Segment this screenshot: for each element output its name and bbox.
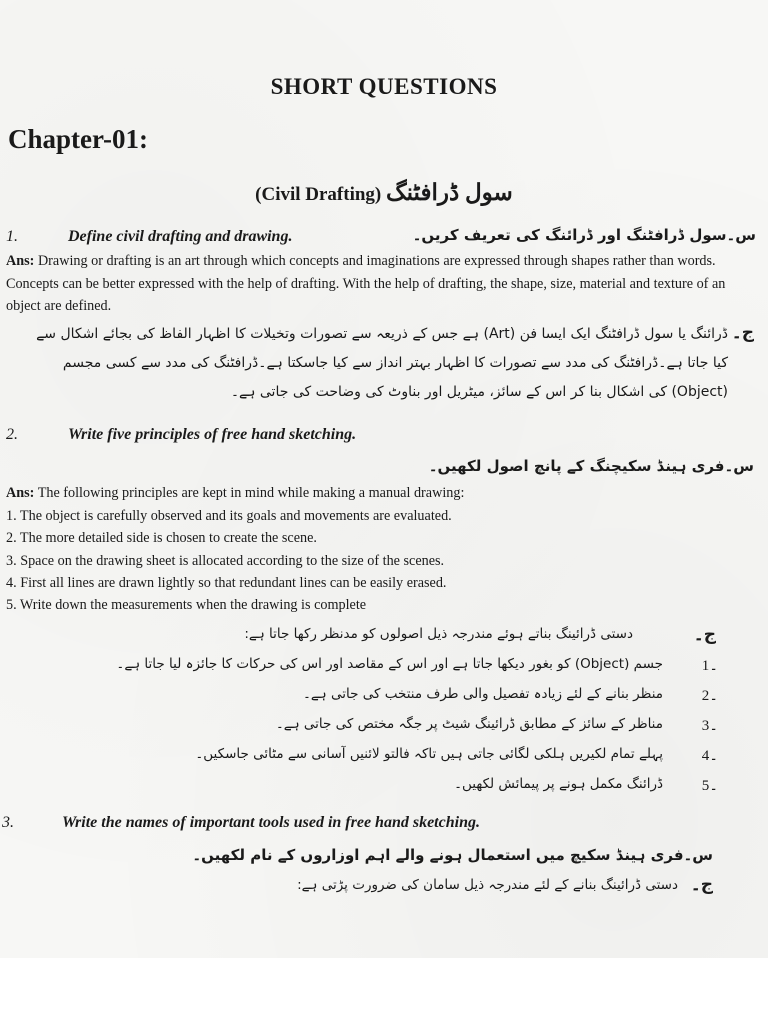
q1-urdu-question: س۔سول ڈرافٹنگ اور ڈرائنگ کی تعریف کریں۔ [412,226,756,244]
list-item: 4۔ پہلے تمام لکیریں ہلکی لگائی جاتی ہیں تاکہ فالتو لائنیں آسانی سے مٹائی جاسکیں۔ [195,746,718,764]
q2-urdu-question: س۔فری ہینڈ سکیچنگ کے پانچ اصول لکھیں۔ [428,457,754,475]
q2-question: Write five principles of free hand sketching. [68,426,357,443]
q1-number: 1. [6,228,18,245]
topic-english: (Civil Drafting) [255,184,382,205]
q3-number: 3. [2,814,14,831]
q1-ans-label: Ans: [6,253,35,269]
list-item: 5. Write down the measurements when the drawing is complete [6,597,367,614]
q1-answer [6,250,758,318]
q3-urdu-answer-marker: ج۔ [690,875,713,895]
list-item: 2. The more detailed side is chosen to create the scene. [6,530,317,547]
q3-urdu-answer: دستی ڈرائینگ بنانے کے لئے مندرجہ ذیل سامان کی ضرورت پڑتی ہے: [297,877,678,893]
list-item: 2۔ منظر بنانے کے لئے زیادہ تفصیل والی طرف منتخب کی جاتی ہے۔ [302,686,718,704]
q2-urdu-points [116,656,718,806]
q2-ans-label: Ans: [6,485,35,501]
q1-answer-text: Drawing or drafting is an art through which concepts and imaginations are expressed through shapes rather than words. Concepts can be better expressed with the help of drafting. With the help of drafting, the shape, size, material and texture of an object are defined. [6,253,726,314]
topic-urdu: سول ڈرافٹنگ [386,180,513,205]
list-item: 3۔ مناظر کے سائز کے مطابق ڈرائینگ شیٹ پر جگہ مختص کی جاتی ہے۔ [275,716,718,734]
q2-answer-intro-text: The following principles are kept in mind while making a manual drawing: [37,485,465,501]
q3-urdu-question: س۔فری ہینڈ سکیچ میں استعمال ہونے والے اہم اوزاروں کے نام لکھیں۔ [192,846,713,864]
list-item: 1. The object is carefully observed and its goals and movements are evaluated. [6,508,452,524]
list-item: 4. First all lines are drawn lightly so that redundant lines can be easily erased. [6,574,447,591]
list-item: 1۔ جسم (Object) کو بغور دیکھا جاتا ہے اور اس کے مقاصد اور اس کی حرکات کا جائزہ لیا جاتا ہے۔ [116,656,718,674]
q1-urdu-answer: ڈرائنگ یا سول ڈرافٹنگ ایک ایسا فن (Art) ہے جس کے ذریعہ سے تصورات وتخیلات کا اظہار الفاظ کی بجائے اشکال سے کیا جاتا ہے۔ڈرافٹنگ کی مدد سے تصورات کا اظہار بہتر انداز سے کیا جاسکتا ہے۔ڈرافٹنگ کی مدد سے کسی مجسم (Object) کی اشکال بنا کر اس کے سائز، میٹریل اور بناوٹ کی وضاحت کی جاتی ہے۔ [36,326,728,400]
q2-points-list [6,505,452,616]
q2-answer-intro [6,482,758,505]
q2-urdu-answer-marker: ج۔ [693,625,716,645]
page-title: SHORT QUESTIONS [270,74,498,99]
q1-urdu-answer-marker: ج۔ [731,323,754,343]
topic-heading [0,180,768,206]
list-item: 5۔ ڈرائنگ مکمل ہونے پر پیمائش لکھیں۔ [454,776,718,794]
q1-question: Define civil drafting and drawing. [68,228,293,245]
q3-question: Write the names of important tools used in free hand sketching. [62,814,480,831]
list-item: 3. Space on the drawing sheet is allocated according to the size of the scenes. [6,552,445,569]
q2-urdu-intro: دستی ڈرائینگ بناتے ہوئے مندرجہ ذیل اصولوں کو مدنظر رکھا جاتا ہے: [244,626,633,642]
q2-number: 2. [6,426,18,443]
page-bottom-margin [0,958,768,1024]
chapter-heading: Chapter-01: [8,124,148,154]
